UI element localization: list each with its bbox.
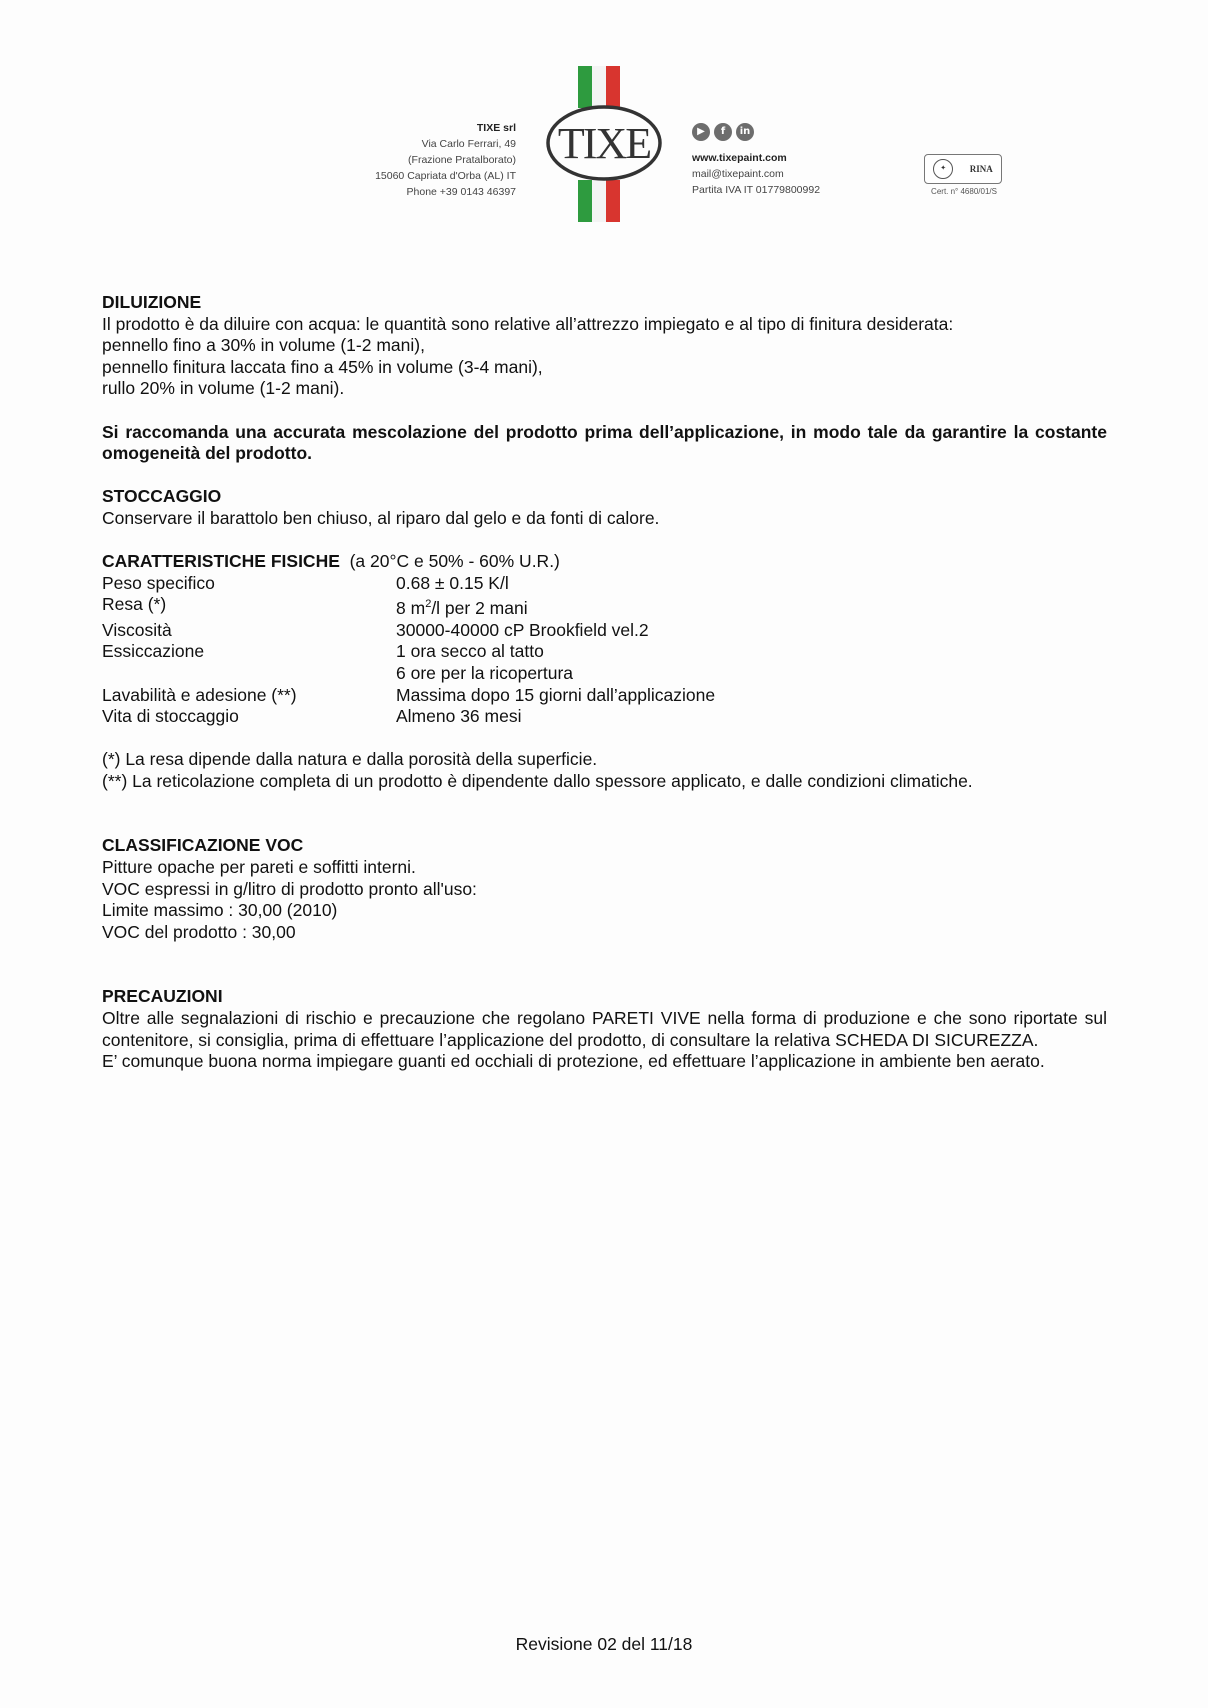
voc-line: VOC del prodotto : 30,00	[102, 921, 296, 942]
property-row	[102, 685, 1107, 707]
tixe-logo	[544, 66, 664, 222]
certification-logo	[924, 154, 1004, 196]
property-row	[102, 620, 1107, 642]
logo-text: TIXE	[557, 119, 651, 168]
diluizione-line: rullo 20% in volume (1-2 mani).	[102, 378, 345, 399]
precauzioni-paragraph: Oltre alle segnalazioni di rischio e precauzione che regolano PARETI VIVE nella forma di produzione e che sono riportate sul contenitore, si consiglia, prima di effettuare l’applicazione del prodotto, di consultare la relativa SCHEDA DI SICUREZZA.	[102, 1008, 1107, 1050]
linkedin-icon[interactable]: in	[736, 123, 754, 141]
voc-line: Pitture opache per pareti e soffitti interni.	[102, 857, 416, 878]
property-value: 30000-40000 cP Brookfield vel.2	[396, 619, 649, 640]
company-name: TIXE srl	[476, 122, 516, 134]
property-key: Resa (*)	[102, 594, 167, 615]
property-value: 1 ora secco al tatto	[396, 641, 544, 662]
voc-line: Limite massimo : 30,00 (2010)	[102, 900, 338, 921]
section-title-diluizione: DILUIZIONE	[102, 292, 202, 312]
email-link[interactable]: mail@tixepaint.com	[692, 168, 784, 180]
contact-block	[692, 150, 820, 198]
rina-logo-text: RINA	[969, 164, 993, 174]
caratteristiche-heading	[102, 551, 1107, 573]
section-title-precauzioni: PRECAUZIONI	[102, 986, 223, 1007]
facebook-icon[interactable]: f	[714, 123, 732, 141]
property-key: Vita di stoccaggio	[102, 706, 239, 727]
property-key: Lavabilità e adesione (**)	[102, 684, 297, 705]
youtube-icon[interactable]: ▶	[692, 123, 710, 141]
property-key	[102, 663, 396, 685]
address-line: (Frazione Pratalborato)	[408, 154, 516, 166]
section-title-voc: CLASSIFICAZIONE VOC	[102, 835, 304, 856]
property-row	[102, 641, 1107, 663]
cert-number: Cert. n° 4680/01/S	[931, 187, 997, 196]
social-icons	[692, 123, 754, 141]
phone-line: Phone +39 0143 46397	[406, 186, 516, 198]
stoccaggio-text: Conservare il barattolo ben chiuso, al riparo dal gelo e da fonti di calore.	[102, 507, 660, 528]
property-value: 8 $m^2/l$ per 2 mani	[396, 598, 528, 619]
precauzioni-paragraph: E’ comunque buona norma impiegare guanti ed occhiali di protezione, ed effettuare l’applicazione in ambiente ben aerato.	[102, 1051, 1045, 1072]
diluizione-line: pennello finitura laccata fino a 45% in volume (3-4 mani),	[102, 356, 543, 377]
property-row	[102, 706, 1107, 728]
address-line: 15060 Capriata d'Orba (AL) IT	[375, 170, 516, 182]
property-key: Essiccazione	[102, 641, 205, 662]
footnote: (*) La resa dipende dalla natura e dalla porosità della superficie.	[102, 749, 598, 770]
diluizione-line: Il prodotto è da diluire con acqua: le quantità sono relative all’attrezzo impiegato e al tipo di finitura desiderata:	[102, 313, 954, 334]
voc-line: VOC espressi in g/litro di prodotto pronto all'uso:	[102, 878, 477, 899]
website-link[interactable]: www.tixepaint.com	[692, 152, 787, 164]
property-value: Almeno 36 mesi	[396, 706, 522, 727]
address-line: Via Carlo Ferrari, 49	[421, 138, 516, 150]
revision-footer: Revisione 02 del 11/18	[515, 1634, 693, 1654]
property-value: Massima dopo 15 giorni dall’applicazione	[396, 684, 716, 705]
company-address-block	[375, 120, 516, 200]
mixing-note: Si raccomanda una accurata mescolazione del prodotto prima dell’applicazione, in modo tale da garantire la costante omogeneità del prodotto.	[102, 421, 1107, 464]
globe-icon: ✦	[933, 159, 953, 179]
property-key: Viscosità	[102, 619, 172, 640]
property-row	[102, 594, 1107, 619]
property-row	[102, 573, 1107, 595]
footnote: (**) La reticolazione completa di un prodotto è dipendente dallo spessore applicato, e dalle condizioni climatiche.	[102, 770, 973, 791]
diluizione-line: pennello fino a 30% in volume (1-2 mani),	[102, 335, 425, 356]
vat-number: Partita IVA IT 01779800992	[692, 184, 821, 196]
property-row	[102, 663, 1107, 685]
section-title-caratteristiche: CARATTERISTICHE FISICHE	[102, 551, 340, 572]
property-value: 6 ore per la ricopertura	[396, 662, 574, 683]
test-conditions: (a 20°C e 50% - 60% U.R.)	[349, 551, 560, 572]
document-body	[102, 292, 1107, 1073]
property-value: 0.68 ± 0.15 K/l	[396, 572, 509, 593]
property-key: Peso specifico	[102, 572, 215, 593]
section-title-stoccaggio: STOCCAGGIO	[102, 486, 222, 507]
